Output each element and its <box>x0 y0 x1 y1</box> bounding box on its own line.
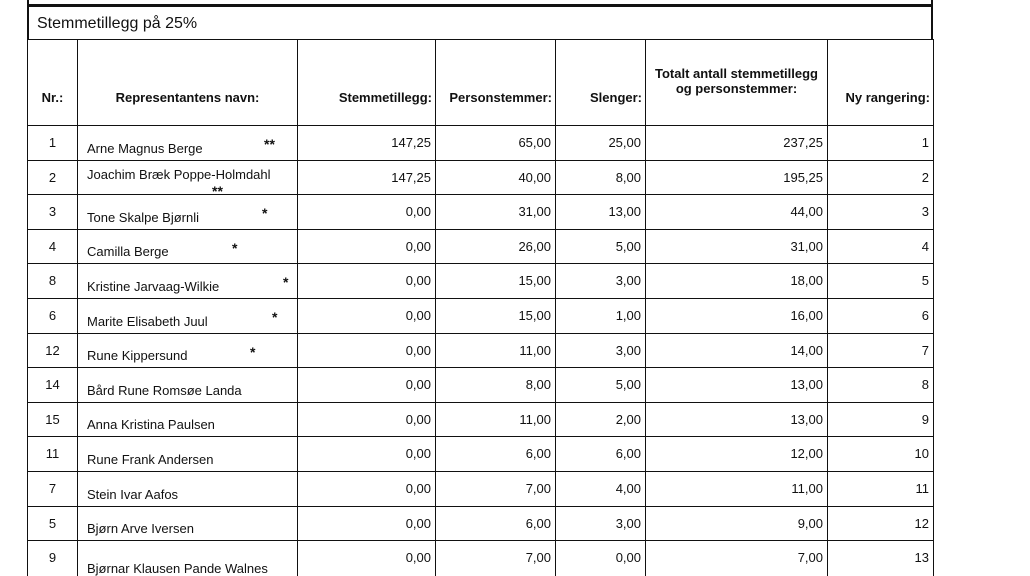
row-name <box>78 264 298 299</box>
row-name <box>78 229 298 264</box>
representative-name: Rune Kippersund <box>87 348 188 364</box>
row-nr: 1 <box>28 126 78 161</box>
row-slenger: 8,00 <box>556 160 646 195</box>
row-nr: 3 <box>28 195 78 230</box>
row-name <box>78 541 298 576</box>
row-total: 16,00 <box>646 298 828 333</box>
row-name <box>78 402 298 437</box>
row-name <box>78 471 298 506</box>
row-personstemmer: 7,00 <box>436 471 556 506</box>
row-stemmetillegg: 0,00 <box>298 541 436 576</box>
row-ny-rangering: 13 <box>828 541 934 576</box>
header-ny-rangering: Ny rangering: <box>828 40 934 126</box>
header-total: Totalt antall stemmetillegg og personstemmer: <box>646 40 828 126</box>
row-total: 9,00 <box>646 506 828 541</box>
row-slenger: 5,00 <box>556 229 646 264</box>
row-slenger: 3,00 <box>556 506 646 541</box>
table-row <box>28 298 934 333</box>
row-stemmetillegg: 0,00 <box>298 402 436 437</box>
table-row <box>28 402 934 437</box>
row-stemmetillegg: 147,25 <box>298 160 436 195</box>
table-row <box>28 333 934 368</box>
row-personstemmer: 31,00 <box>436 195 556 230</box>
row-nr: 12 <box>28 333 78 368</box>
row-ny-rangering: 10 <box>828 437 934 472</box>
row-ny-rangering: 8 <box>828 368 934 403</box>
row-ny-rangering: 11 <box>828 471 934 506</box>
row-slenger: 5,00 <box>556 368 646 403</box>
table-row <box>28 126 934 161</box>
row-stemmetillegg: 0,00 <box>298 195 436 230</box>
row-stemmetillegg: 0,00 <box>298 437 436 472</box>
representative-name: Bjørn Arve Iversen <box>87 521 194 537</box>
row-stemmetillegg: 0,00 <box>298 298 436 333</box>
asterisk-marker: * <box>283 274 289 291</box>
header-slenger: Slenger: <box>556 40 646 126</box>
row-slenger: 3,00 <box>556 264 646 299</box>
row-nr: 2 <box>28 160 78 195</box>
row-ny-rangering: 4 <box>828 229 934 264</box>
row-total: 31,00 <box>646 229 828 264</box>
row-slenger: 13,00 <box>556 195 646 230</box>
asterisk-marker: ** <box>264 136 275 152</box>
row-stemmetillegg: 0,00 <box>298 506 436 541</box>
row-nr: 11 <box>28 437 78 472</box>
row-stemmetillegg: 0,00 <box>298 368 436 403</box>
row-total: 195,25 <box>646 160 828 195</box>
row-nr: 14 <box>28 368 78 403</box>
row-total: 13,00 <box>646 368 828 403</box>
row-total: 18,00 <box>646 264 828 299</box>
header-stemmetillegg: Stemmetillegg: <box>298 40 436 126</box>
row-slenger: 6,00 <box>556 437 646 472</box>
header-personstemmer: Personstemmer: <box>436 40 556 126</box>
row-personstemmer: 40,00 <box>436 160 556 195</box>
representative-name: Joachim Bræk Poppe-Holmdahl <box>87 166 271 182</box>
representative-name: Bård Rune Romsøe Landa <box>87 382 242 398</box>
row-name <box>78 298 298 333</box>
table-row <box>28 541 934 576</box>
representative-name: Anna Kristina Paulsen <box>87 417 215 433</box>
representative-name: Rune Frank Andersen <box>87 451 214 467</box>
row-name <box>78 160 298 199</box>
row-ny-rangering: 2 <box>828 160 934 195</box>
row-total: 13,00 <box>646 402 828 437</box>
representative-name: Stein Ivar Aafos <box>87 486 179 502</box>
row-ny-rangering: 3 <box>828 195 934 230</box>
table-row <box>28 437 934 472</box>
row-stemmetillegg: 0,00 <box>298 229 436 264</box>
header-name: Representantens navn: <box>78 40 298 126</box>
representative-name: Marite Elisabeth Juul <box>87 313 208 329</box>
row-personstemmer: 65,00 <box>436 126 556 161</box>
row-nr: 8 <box>28 264 78 299</box>
row-nr: 9 <box>28 541 78 576</box>
row-personstemmer: 26,00 <box>436 229 556 264</box>
row-personstemmer: 7,00 <box>436 541 556 576</box>
row-ny-rangering: 12 <box>828 506 934 541</box>
table-row <box>28 195 934 230</box>
row-nr: 5 <box>28 506 78 541</box>
representative-name: Bjørnar Klausen Pande Walnes <box>87 561 268 576</box>
row-name <box>78 195 298 230</box>
row-stemmetillegg: 0,00 <box>298 264 436 299</box>
row-slenger: 0,00 <box>556 541 646 576</box>
header-nr: Nr.: <box>28 40 78 126</box>
asterisk-marker: * <box>262 205 268 222</box>
row-total: 237,25 <box>646 126 828 161</box>
representative-name: Kristine Jarvaag-Wilkie <box>87 278 220 294</box>
row-total: 11,00 <box>646 471 828 506</box>
row-nr: 4 <box>28 229 78 264</box>
row-slenger: 4,00 <box>556 471 646 506</box>
row-personstemmer: 15,00 <box>436 264 556 299</box>
row-personstemmer: 6,00 <box>436 506 556 541</box>
row-total: 14,00 <box>646 333 828 368</box>
results-table <box>27 39 934 576</box>
asterisk-marker: * <box>250 343 256 360</box>
row-name <box>78 437 298 472</box>
row-stemmetillegg: 0,00 <box>298 333 436 368</box>
table-row <box>28 368 934 403</box>
row-slenger: 1,00 <box>556 298 646 333</box>
row-total: 7,00 <box>646 541 828 576</box>
row-slenger: 3,00 <box>556 333 646 368</box>
table-row <box>28 506 934 541</box>
header-row <box>28 40 934 126</box>
representative-name: Camilla Berge <box>87 244 169 260</box>
row-ny-rangering: 1 <box>828 126 934 161</box>
representative-name: Arne Magnus Berge <box>87 140 203 156</box>
row-total: 12,00 <box>646 437 828 472</box>
table-row <box>28 471 934 506</box>
row-name <box>78 126 298 161</box>
row-personstemmer: 6,00 <box>436 437 556 472</box>
row-personstemmer: 11,00 <box>436 333 556 368</box>
table-row <box>28 160 934 195</box>
row-ny-rangering: 7 <box>828 333 934 368</box>
row-personstemmer: 8,00 <box>436 368 556 403</box>
row-name <box>78 333 298 368</box>
row-personstemmer: 15,00 <box>436 298 556 333</box>
row-ny-rangering: 5 <box>828 264 934 299</box>
row-personstemmer: 11,00 <box>436 402 556 437</box>
table-row <box>28 229 934 264</box>
table-row <box>28 264 934 299</box>
row-stemmetillegg: 147,25 <box>298 126 436 161</box>
row-ny-rangering: 6 <box>828 298 934 333</box>
row-ny-rangering: 9 <box>828 402 934 437</box>
row-name <box>78 368 298 403</box>
row-total: 44,00 <box>646 195 828 230</box>
section-title: Stemmetillegg på 25% <box>27 5 933 40</box>
representative-name: Tone Skalpe Bjørnli <box>87 209 199 225</box>
row-nr: 15 <box>28 402 78 437</box>
row-name <box>78 506 298 541</box>
row-nr: 7 <box>28 471 78 506</box>
row-nr: 6 <box>28 298 78 333</box>
row-slenger: 25,00 <box>556 126 646 161</box>
asterisk-marker: ** <box>212 182 223 199</box>
row-slenger: 2,00 <box>556 402 646 437</box>
row-stemmetillegg: 0,00 <box>298 471 436 506</box>
asterisk-marker: * <box>232 239 238 256</box>
asterisk-marker: * <box>272 308 278 325</box>
